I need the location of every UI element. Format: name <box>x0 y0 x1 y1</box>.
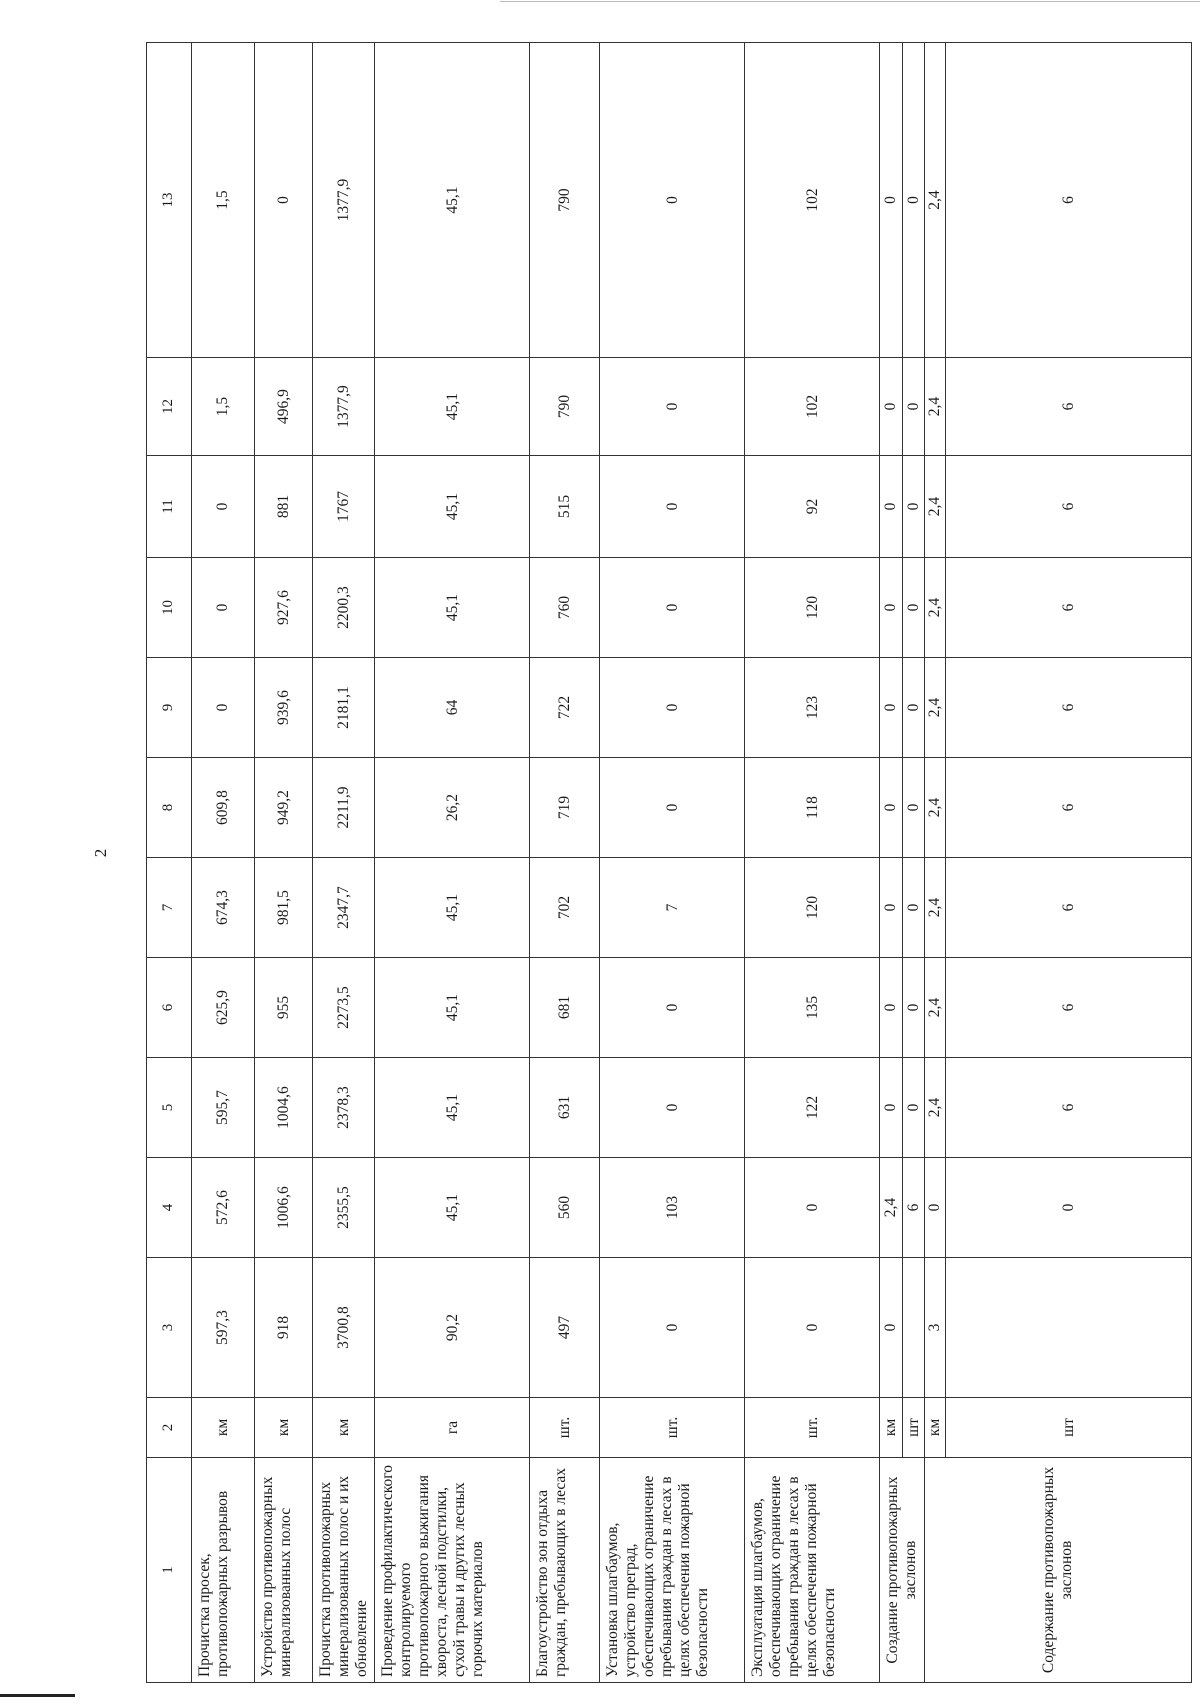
table-cell: 45,1 <box>375 558 530 658</box>
table-cell: 760 <box>530 558 600 658</box>
table-cell: 103 <box>600 1158 745 1258</box>
scan-edge-mark <box>0 1694 75 1697</box>
table-cell: 6 <box>945 456 1191 558</box>
table-cell: шт <box>902 1398 924 1458</box>
table-cell: 123 <box>745 658 880 758</box>
table-cell: 0 <box>600 558 745 658</box>
table-cell: шт. <box>600 1398 745 1458</box>
table-cell: 939,6 <box>255 658 313 758</box>
table-cell: 790 <box>530 358 600 456</box>
scan-edge-line <box>500 1 1200 2</box>
table-cell: 0 <box>600 958 745 1058</box>
table-cell: 0 <box>192 558 255 658</box>
table-cell: 0 <box>902 558 924 658</box>
table-cell: 1377,9 <box>313 43 375 358</box>
table-cell: 45,1 <box>375 1158 530 1258</box>
table-row <box>745 43 880 1683</box>
table-cell: 496,9 <box>255 358 313 456</box>
table-cell: Эксплуатация шлагбаумов, обеспечивающих ограничение пребывания граждан в лесах в целях обеспечения пожарной безопасности <box>745 1458 880 1683</box>
table-cell: 0 <box>192 658 255 758</box>
table-cell: 4 <box>147 1158 192 1258</box>
table-cell: 0 <box>192 456 255 558</box>
table-cell: км <box>880 1398 902 1458</box>
table-cell: 2347,7 <box>313 858 375 958</box>
table-cell: 560 <box>530 1158 600 1258</box>
table-body <box>147 43 1192 1683</box>
table-cell: 0 <box>902 958 924 1058</box>
table-cell: 719 <box>530 758 600 858</box>
table-cell: 7 <box>147 858 192 958</box>
table-cell: 702 <box>530 858 600 958</box>
table-cell: 6 <box>945 658 1191 758</box>
table-cell: Благоустройство зон отдыха граждан, пребывающих в лесах <box>530 1458 600 1683</box>
table-cell: 2,4 <box>925 558 946 658</box>
table-cell: 6 <box>147 958 192 1058</box>
table-cell: 0 <box>600 758 745 858</box>
table-cell: 1006,6 <box>255 1158 313 1258</box>
table-cell: 6 <box>945 558 1191 658</box>
table-cell: 64 <box>375 658 530 758</box>
table-cell: 1,5 <box>192 43 255 358</box>
table-cell: Прочистка просек, противопожарных разрывов <box>192 1458 255 1683</box>
table-cell: 1 <box>147 1458 192 1683</box>
table-cell: 515 <box>530 456 600 558</box>
table-cell: 26,2 <box>375 758 530 858</box>
table-cell: 2378,3 <box>313 1058 375 1158</box>
table-cell: 497 <box>530 1258 600 1398</box>
table-cell: 0 <box>880 558 902 658</box>
table-cell: 955 <box>255 958 313 1058</box>
table-cell: 0 <box>880 1258 902 1398</box>
table-cell: 0 <box>902 858 924 958</box>
table-cell: 2,4 <box>925 358 946 456</box>
table-cell: 10 <box>147 558 192 658</box>
table-cell: 2,4 <box>925 43 946 358</box>
table-cell: 2,4 <box>925 658 946 758</box>
table-cell: 572,6 <box>192 1158 255 1258</box>
table-row <box>902 43 924 1683</box>
table-row <box>192 43 255 1683</box>
table-cell: 5 <box>147 1058 192 1158</box>
table-cell: 6 <box>945 43 1191 358</box>
table-cell: 120 <box>745 558 880 658</box>
table-cell: 8 <box>147 758 192 858</box>
table-cell: 9 <box>147 658 192 758</box>
table-row <box>375 43 530 1683</box>
rotated-table-container <box>146 43 1192 1683</box>
table-cell: 6 <box>945 858 1191 958</box>
table-cell: Создание противопожарных заслонов <box>880 1458 925 1683</box>
table-cell: 102 <box>745 43 880 358</box>
table-cell: 0 <box>600 1258 745 1398</box>
table-cell: 0 <box>880 758 902 858</box>
table-cell: км <box>925 1398 946 1458</box>
table-row <box>945 43 1191 1683</box>
table-cell: 1377,9 <box>313 358 375 456</box>
table-cell: 625,9 <box>192 958 255 1058</box>
table-cell: км <box>313 1398 375 1458</box>
table-cell: 1004,6 <box>255 1058 313 1158</box>
table-cell: 0 <box>880 456 902 558</box>
table-cell: 595,7 <box>192 1058 255 1158</box>
table-cell: км <box>255 1398 313 1458</box>
table-cell: 3 <box>147 1258 192 1398</box>
table-cell: 681 <box>530 958 600 1058</box>
fire-safety-measures-table <box>146 42 1192 1683</box>
table-cell: 2211,9 <box>313 758 375 858</box>
table-cell: 790 <box>530 43 600 358</box>
table-cell: 1,5 <box>192 358 255 456</box>
table-row <box>313 43 375 1683</box>
table-cell: 0 <box>880 358 902 456</box>
table-cell: 0 <box>902 758 924 858</box>
table-cell: 92 <box>745 456 880 558</box>
table-cell: 981,5 <box>255 858 313 958</box>
table-cell: 2,4 <box>925 758 946 858</box>
table-cell: 881 <box>255 456 313 558</box>
table-cell: 0 <box>880 43 902 358</box>
table-cell: 0 <box>600 1058 745 1158</box>
table-cell: 6 <box>945 958 1191 1058</box>
table-row <box>255 43 313 1683</box>
table-cell: 0 <box>745 1258 880 1398</box>
table-cell: 631 <box>530 1058 600 1158</box>
table-cell: 0 <box>880 858 902 958</box>
table-cell: 118 <box>745 758 880 858</box>
table-cell: 13 <box>147 43 192 358</box>
table-cell: шт. <box>745 1398 880 1458</box>
table-cell: Установка шлагбаумов, устройство преград, обеспечивающих ограничение пребывания граждан в лесах в целях обеспечения пожарной безопасности <box>600 1458 745 1683</box>
table-cell: 12 <box>147 358 192 456</box>
table-cell: 918 <box>255 1258 313 1398</box>
table-cell: 11 <box>147 456 192 558</box>
table-cell: 0 <box>600 43 745 358</box>
table-cell: га <box>375 1398 530 1458</box>
table-cell: 0 <box>880 658 902 758</box>
table-cell: 135 <box>745 958 880 1058</box>
table-cell: 609,8 <box>192 758 255 858</box>
table-cell: шт <box>945 1398 1191 1458</box>
table-cell: 2,4 <box>925 456 946 558</box>
table-cell: 102 <box>745 358 880 456</box>
table-cell: 597,3 <box>192 1258 255 1398</box>
table-cell: Содержание противопожарных заслонов <box>925 1458 1192 1683</box>
table-cell <box>902 1258 924 1398</box>
table-cell: 0 <box>902 456 924 558</box>
table-cell: 6 <box>945 758 1191 858</box>
table-cell: 0 <box>902 1058 924 1158</box>
table-cell: 2355,5 <box>313 1158 375 1258</box>
table-cell: 0 <box>902 43 924 358</box>
table-cell: 45,1 <box>375 43 530 358</box>
table-cell: 2273,5 <box>313 958 375 1058</box>
table-cell: 45,1 <box>375 358 530 456</box>
table-cell: 0 <box>902 358 924 456</box>
table-cell: 120 <box>745 858 880 958</box>
table-cell: 0 <box>925 1158 946 1258</box>
table-cell: 949,2 <box>255 758 313 858</box>
table-cell: 122 <box>745 1058 880 1158</box>
table-row <box>880 43 902 1683</box>
table-cell: шт. <box>530 1398 600 1458</box>
table-cell: 0 <box>600 456 745 558</box>
table-cell: 0 <box>902 658 924 758</box>
table-cell: 2,4 <box>925 858 946 958</box>
table-cell: 6 <box>945 358 1191 456</box>
table-cell: 2181,1 <box>313 658 375 758</box>
table-cell: 90,2 <box>375 1258 530 1398</box>
table-cell: 2,4 <box>880 1158 902 1258</box>
table-cell: 2200,3 <box>313 558 375 658</box>
table-row <box>925 43 946 1683</box>
table-cell: 7 <box>600 858 745 958</box>
table-cell: 0 <box>880 1058 902 1158</box>
table-cell: 0 <box>880 958 902 1058</box>
table-cell: Проведение профилактического контролируемого противопожарного выжигания хвороста, лесной подстилки, сухой травы и других лесных горючих материалов <box>375 1458 530 1683</box>
table-cell: 2 <box>147 1398 192 1458</box>
table-cell: 3 <box>925 1258 946 1398</box>
table-cell: 0 <box>945 1158 1191 1258</box>
table-row <box>600 43 745 1683</box>
table-cell <box>945 1258 1191 1398</box>
table-cell: 6 <box>902 1158 924 1258</box>
page-number: 2 <box>91 848 110 858</box>
table-cell: 1767 <box>313 456 375 558</box>
table-cell: 927,6 <box>255 558 313 658</box>
table-cell: 722 <box>530 658 600 758</box>
table-row <box>147 43 192 1683</box>
table-cell: 2,4 <box>925 958 946 1058</box>
table-row <box>530 43 600 1683</box>
table-cell: 0 <box>600 358 745 456</box>
table-cell: 2,4 <box>925 1058 946 1158</box>
table-cell: 45,1 <box>375 456 530 558</box>
table-cell: 45,1 <box>375 958 530 1058</box>
table-cell: 45,1 <box>375 858 530 958</box>
table-cell: 674,3 <box>192 858 255 958</box>
table-cell: Устройство противопожарных минерализованных полос <box>255 1458 313 1683</box>
table-cell: 3700,8 <box>313 1258 375 1398</box>
table-cell: 0 <box>255 43 313 358</box>
table-cell: 45,1 <box>375 1058 530 1158</box>
table-cell: км <box>192 1398 255 1458</box>
table-cell: 6 <box>945 1058 1191 1158</box>
table-cell: 0 <box>600 658 745 758</box>
table-cell: 0 <box>745 1158 880 1258</box>
table-cell: Прочистка противопожарных минерализованных полос и их обновление <box>313 1458 375 1683</box>
